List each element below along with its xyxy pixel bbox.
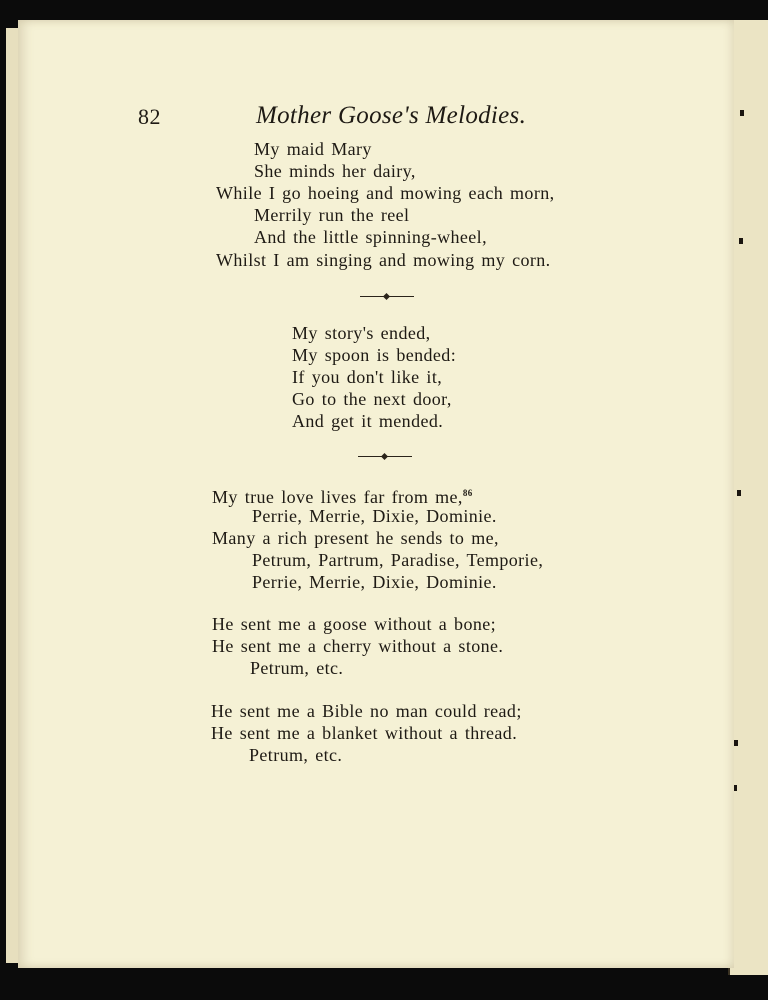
verse-line: If you don't like it,	[292, 367, 443, 387]
running-title: Mother Goose's Melodies.	[256, 102, 527, 129]
verse-line: Many a rich present he sends to me,	[212, 528, 499, 548]
binding-mark	[737, 490, 741, 496]
verse-line: Whilst I am singing and mowing my corn.	[216, 250, 551, 270]
verse-text: My true love lives far from me,	[212, 487, 463, 507]
verse-line: He sent me a Bible no man could read;	[211, 701, 522, 721]
book-page	[18, 20, 734, 968]
verse-line: Petrum, etc.	[250, 658, 344, 678]
section-ornament	[360, 292, 414, 302]
verse-line: And get it mended.	[292, 411, 444, 431]
verse-line: He sent me a blanket without a thread.	[211, 723, 518, 743]
verse-line: Petrum, Partrum, Paradise, Temporie,	[252, 550, 544, 570]
verse-line: Go to the next door,	[292, 389, 452, 409]
verse-line: Merrily run the reel	[254, 205, 410, 225]
verse-line: My story's ended,	[292, 323, 431, 343]
facing-page-edge-right	[728, 20, 768, 975]
verse-line: Perrie, Merrie, Dixie, Dominie.	[252, 506, 497, 526]
verse-line: Perrie, Merrie, Dixie, Dominie.	[252, 572, 497, 592]
binding-mark	[734, 740, 738, 746]
page-number: 82	[138, 104, 161, 129]
verse-line: He sent me a cherry without a stone.	[212, 636, 504, 656]
verse-line: While I go hoeing and mowing each morn,	[216, 183, 555, 203]
verse-line: He sent me a goose without a bone;	[212, 614, 497, 634]
verse-line: She minds her dairy,	[254, 161, 416, 181]
binding-mark	[740, 110, 744, 116]
footnote-reference: 86	[462, 488, 473, 498]
section-ornament	[358, 452, 412, 462]
verse-line: My maid Mary	[254, 139, 372, 159]
verse-line: And the little spinning-wheel,	[254, 227, 487, 247]
verse-line: Petrum, etc.	[249, 745, 343, 765]
verse-line: My spoon is bended:	[292, 345, 457, 365]
binding-mark	[739, 238, 743, 244]
